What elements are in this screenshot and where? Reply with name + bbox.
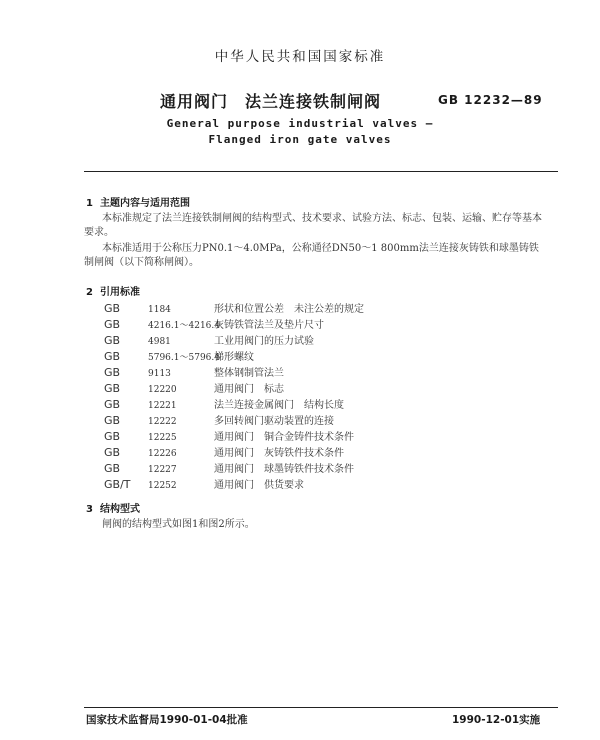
section-3-paragraph-1: 闸阀的结构型式如图1和图2所示。 xyxy=(102,519,255,530)
ref-code: GB/T xyxy=(104,478,131,491)
document-title-english xyxy=(0,116,600,148)
section-number: 2 xyxy=(86,287,93,298)
section-title: 结构型式 xyxy=(100,504,140,515)
reference-item xyxy=(104,302,364,317)
ref-number: 4981 xyxy=(148,337,171,347)
ref-number: 12220 xyxy=(148,385,177,395)
approval-date: 国家技术监督局1990-01-04批准 xyxy=(86,714,248,726)
document-title-chinese: 通用阀门 法兰连接铁制闸阀 xyxy=(160,92,382,111)
ref-number: 12252 xyxy=(148,481,177,491)
ref-title: 通用阀门 标志 xyxy=(214,384,284,395)
ref-title: 梯形螺纹 xyxy=(214,352,254,363)
section-number: 1 xyxy=(86,198,93,209)
reference-item xyxy=(104,318,324,333)
section-3-heading xyxy=(86,500,140,515)
ref-title: 通用阀门 球墨铸铁件技术条件 xyxy=(214,464,354,475)
reference-item xyxy=(104,334,314,349)
ref-number: 5796.1～5796.4 xyxy=(148,353,220,363)
reference-item xyxy=(104,446,344,461)
reference-item xyxy=(104,350,254,365)
reference-item xyxy=(104,478,304,493)
section-title: 引用标准 xyxy=(100,287,140,298)
ref-title: 法兰连接金属阀门 结构长度 xyxy=(214,400,344,411)
ref-number: 1184 xyxy=(148,305,171,315)
reference-item xyxy=(104,398,344,413)
ref-number: 12226 xyxy=(148,449,177,459)
section-1-paragraph-1: 本标准规定了法兰连接铁制闸阀的结构型式、技术要求、试验方法、标志、包装、运输、贮存等基本要求。 xyxy=(84,213,542,238)
ref-number: 12225 xyxy=(148,433,177,443)
ref-code: GB xyxy=(104,430,121,443)
ref-number: 12227 xyxy=(148,465,177,475)
ref-code: GB xyxy=(104,334,121,347)
section-1-heading xyxy=(86,194,190,209)
section-1-paragraph-2: 本标准适用于公称压力PN0.1～4.0MPa，公称通径DN50～1 800mm法兰连接灰铸铁和球墨铸铁制闸阀（以下简称闸阀）。 xyxy=(84,243,539,268)
ref-title: 整体钢制管法兰 xyxy=(214,368,284,379)
section-2-heading xyxy=(86,283,140,298)
reference-item xyxy=(104,382,284,397)
ref-title: 通用阀门 铜合金铸件技术条件 xyxy=(214,432,354,443)
title-en-line-1: General purpose industrial valves — xyxy=(166,117,434,130)
ref-code: GB xyxy=(104,414,121,427)
ref-code: GB xyxy=(104,382,121,395)
ref-code: GB xyxy=(104,350,121,363)
ref-title: 通用阀门 灰铸铁件技术条件 xyxy=(214,448,344,459)
reference-item xyxy=(104,414,334,429)
ref-code: GB xyxy=(104,398,121,411)
ref-title: 工业用阀门的压力试验 xyxy=(214,336,314,347)
ref-code: GB xyxy=(104,462,121,475)
bottom-divider xyxy=(84,707,558,708)
section-number: 3 xyxy=(86,504,93,515)
ref-number: 9113 xyxy=(148,369,171,379)
ref-title: 多回转阀门驱动装置的连接 xyxy=(214,416,334,427)
reference-item xyxy=(104,366,284,381)
reference-item xyxy=(104,462,354,477)
country-standard-heading: 中华人民共和国国家标准 xyxy=(214,49,386,65)
standard-code: GB 12232—89 xyxy=(438,93,543,107)
ref-title: 形状和位置公差 未注公差的规定 xyxy=(214,304,364,315)
reference-item xyxy=(104,430,354,445)
ref-code: GB xyxy=(104,318,121,331)
ref-number: 12222 xyxy=(148,417,177,427)
section-title: 主题内容与适用范围 xyxy=(100,198,190,209)
ref-number: 4216.1～4216.4 xyxy=(148,321,220,331)
ref-code: GB xyxy=(104,366,121,379)
ref-code: GB xyxy=(104,302,121,315)
implementation-date: 1990-12-01实施 xyxy=(452,714,541,726)
ref-number: 12221 xyxy=(148,401,177,411)
title-en-line-2: Flanged iron gate valves xyxy=(208,133,392,146)
ref-code: GB xyxy=(104,446,121,459)
top-divider xyxy=(84,171,558,172)
ref-title: 通用阀门 供货要求 xyxy=(214,480,304,491)
ref-title: 灰铸铁管法兰及垫片尺寸 xyxy=(214,320,324,331)
